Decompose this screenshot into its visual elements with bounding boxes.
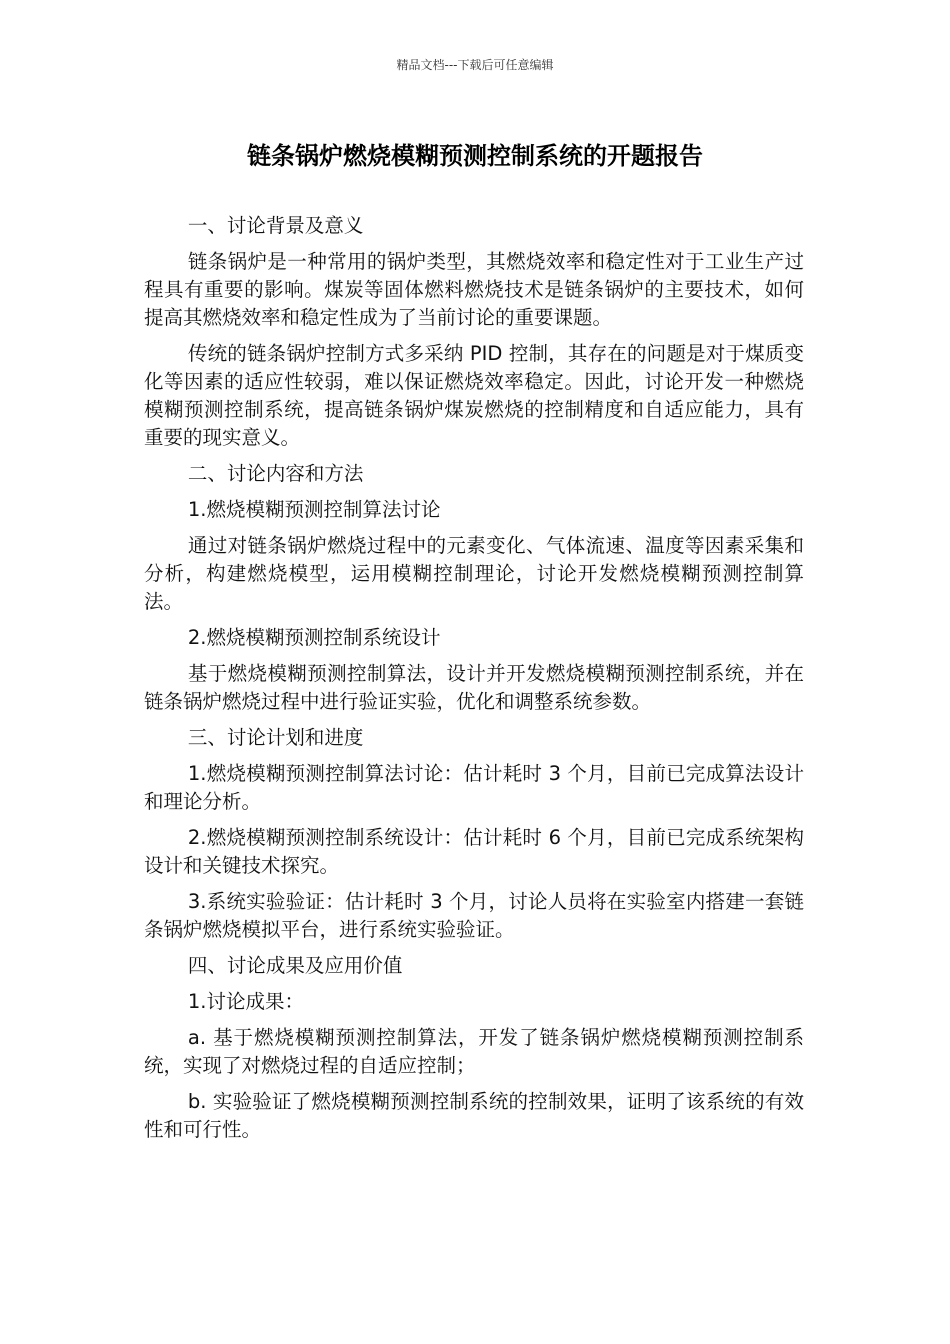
plan-item: 1.燃烧模糊预测控制算法讨论：估计耗时 3 个月，目前已完成算法设计和理论分析。 bbox=[144, 762, 804, 813]
subheading: 1.讨论成果： bbox=[187, 990, 304, 1013]
section-heading-content-methods: 二、讨论内容和方法 bbox=[187, 462, 364, 485]
page-header: 精品文档---下载后可任意编辑 bbox=[396, 58, 554, 72]
body-paragraph: 通过对链条锅炉燃烧过程中的元素变化、气体流速、温度等因素采集和分析，构建燃烧模型，运用模糊控制理论，讨论开发燃烧模糊预测控制算法。 bbox=[144, 534, 804, 613]
body-paragraph: 链条锅炉是一种常用的锅炉类型，其燃烧效率和稳定性对于工业生产过程具有重要的影响。煤炭等固体燃料燃烧技术是链条锅炉的主要技术，如何提高其燃烧效率和稳定性成为了当前讨论的重要课题。 bbox=[144, 250, 804, 329]
section-heading-background: 一、讨论背景及意义 bbox=[187, 214, 364, 237]
section-heading-results-value: 四、讨论成果及应用价值 bbox=[187, 954, 403, 977]
plan-item: 3.系统实验验证：估计耗时 3 个月，讨论人员将在实验室内搭建一套链条锅炉燃烧模拟平台，进行系统实验验证。 bbox=[144, 890, 804, 941]
plan-item: 2.燃烧模糊预测控制系统设计：估计耗时 6 个月，目前已完成系统架构设计和关键技术探究。 bbox=[144, 826, 804, 877]
result-item: a. 基于燃烧模糊预测控制算法，开发了链条锅炉燃烧模糊预测控制系统，实现了对燃烧过程的自适应控制； bbox=[144, 1026, 804, 1077]
body-paragraph: 基于燃烧模糊预测控制算法，设计并开发燃烧模糊预测控制系统，并在链条锅炉燃烧过程中进行验证实验，优化和调整系统参数。 bbox=[144, 662, 804, 713]
subheading: 1.燃烧模糊预测控制算法讨论 bbox=[187, 498, 441, 521]
section-heading-plan-progress: 三、讨论计划和进度 bbox=[187, 726, 364, 749]
result-item: b. 实验验证了燃烧模糊预测控制系统的控制效果，证明了该系统的有效性和可行性。 bbox=[144, 1090, 804, 1141]
document-body bbox=[144, 212, 804, 1152]
body-paragraph: 传统的链条锅炉控制方式多采纳 PID 控制，其存在的问题是对于煤质变化等因素的适应性较弱，难以保证燃烧效率稳定。因此，讨论开发一种燃烧模糊预测控制系统，提高链条锅炉煤炭燃烧的控制精度和自适应能力，具有重要的现实意义。 bbox=[144, 342, 804, 449]
document-title: 链条锅炉燃烧模糊预测控制系统的开题报告 bbox=[247, 142, 703, 170]
subheading: 2.燃烧模糊预测控制系统设计 bbox=[187, 626, 441, 649]
